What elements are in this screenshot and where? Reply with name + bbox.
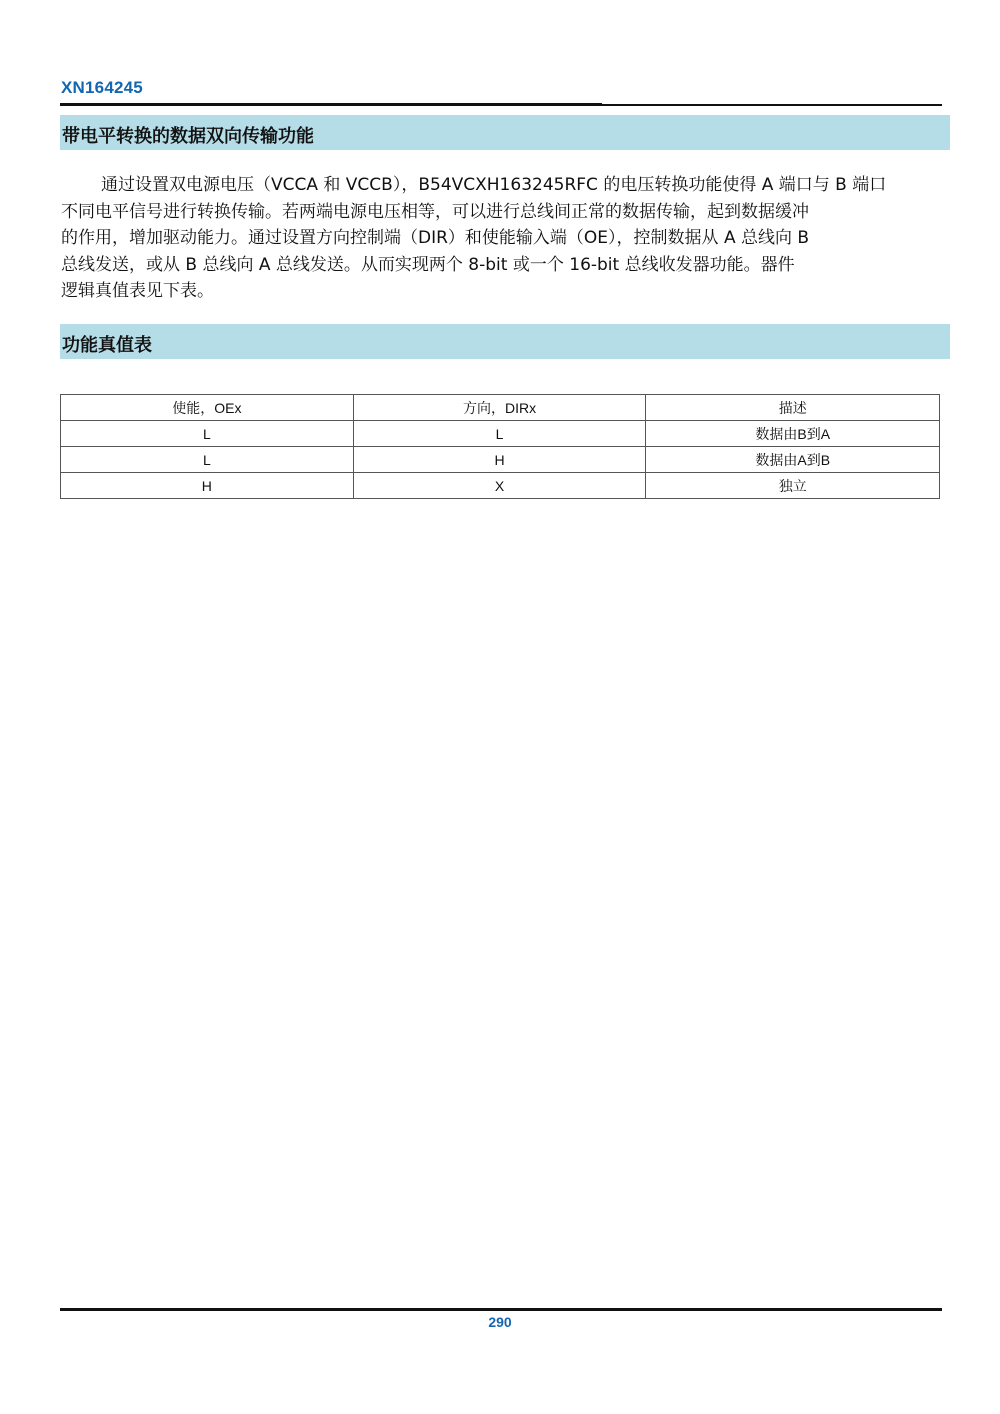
footer-rule	[60, 1308, 942, 1311]
header-rule-thick	[60, 103, 602, 106]
cell-direction: X	[353, 473, 646, 499]
cell-enable: L	[61, 421, 354, 447]
cell-enable: L	[61, 447, 354, 473]
truth-table	[60, 394, 940, 499]
body-paragraph	[61, 172, 946, 305]
column-header-description: 描述	[646, 395, 940, 421]
table-header-row	[61, 395, 940, 421]
cell-description: 数据由A到B	[646, 447, 940, 473]
cell-direction: L	[353, 421, 646, 447]
section-title-truth-table: 功能真值表	[62, 335, 152, 356]
cell-description: 数据由B到A	[646, 421, 940, 447]
paragraph-line: 逻辑真值表见下表。	[61, 281, 214, 301]
page-number: 290	[488, 1314, 512, 1330]
cell-direction: H	[353, 447, 646, 473]
section-heading-band	[60, 115, 950, 150]
column-header-enable: 使能，OEx	[61, 395, 354, 421]
table-row	[61, 447, 940, 473]
section-title-level-shift: 带电平转换的数据双向传输功能	[62, 126, 314, 147]
paragraph-line: 不同电平信号进行转换传输。若两端电源电压相等，可以进行总线间正常的数据传输，起到数据缓冲	[61, 201, 809, 222]
header-rule-thin	[602, 104, 942, 106]
cell-description: 独立	[646, 473, 940, 499]
table-row	[61, 473, 940, 499]
paragraph-line: 通过设置双电源电压（VCCA 和 VCCB），B54VCXH163245RFC 的电压转换功能使得 A 端口与 B 端口	[101, 175, 887, 195]
section-heading-band	[60, 324, 950, 359]
paragraph-line: 的作用，增加驱动能力。通过设置方向控制端（DIR）和使能输入端（OE），控制数据从 A 总线向 B	[61, 228, 810, 248]
cell-enable: H	[61, 473, 354, 499]
document-id: XN164245	[61, 78, 143, 97]
table-row	[61, 421, 940, 447]
column-header-direction: 方向，DIRx	[353, 395, 646, 421]
paragraph-line: 总线发送，或从 B 总线向 A 总线发送。从而实现两个 8-bit 或一个 16-bit 总线收发器功能。器件	[61, 254, 795, 275]
